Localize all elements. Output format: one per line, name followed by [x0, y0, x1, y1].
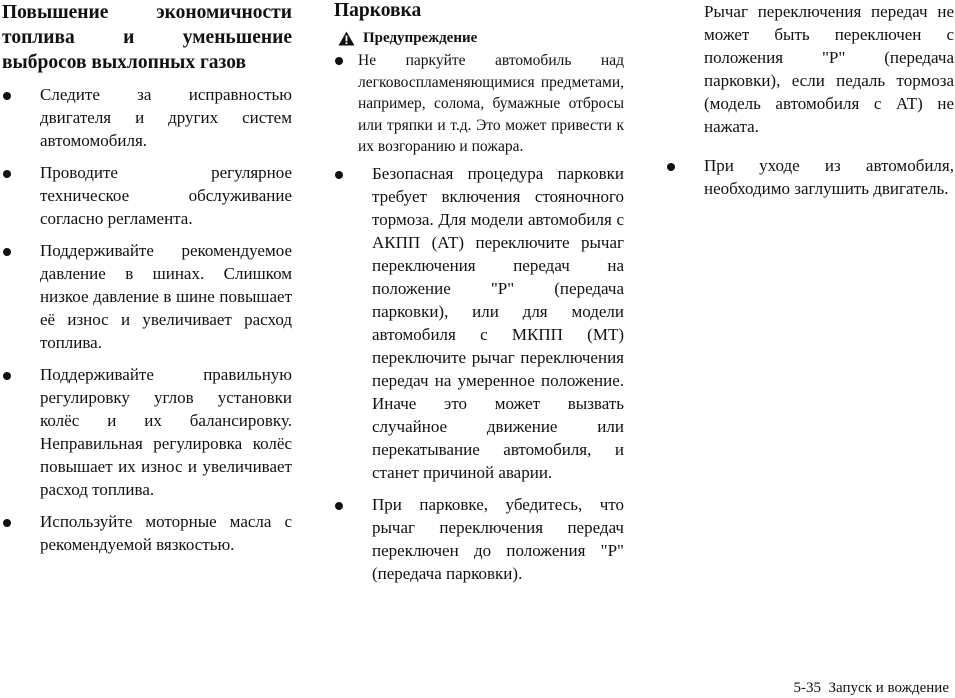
list-item	[2, 83, 292, 152]
list-item-text: Используйте моторные масла с рекомендуемой вязкостью.	[40, 512, 292, 554]
list-item-text: При уходе из автомобиля, необходимо заглушить двигатель.	[704, 156, 954, 198]
warning-header	[338, 29, 624, 47]
footer-section-title: Запуск и вождение	[828, 680, 949, 696]
list-item-text: Следите за исправностью двигателя и других систем автомомобиля.	[40, 85, 292, 150]
column-parking	[334, 0, 624, 594]
warning-icon	[338, 31, 355, 46]
list-item	[334, 493, 624, 585]
bullet-icon	[335, 502, 343, 510]
list-item-text: Поддерживайте рекомендуемое давление в шинах. Слишком низкое давление в шине повышает её износ и увеличивает расход топлива.	[40, 241, 292, 352]
list-item	[2, 510, 292, 556]
bullet-icon	[335, 57, 343, 65]
page-footer	[794, 680, 949, 696]
section-title-parking: Парковка	[334, 0, 422, 21]
list-item-text: Безопасная процедура парковки требует включения стояночного тормоза. Для модели автомобиля с АКПП (АТ) переключите рычаг переключения передач на положение "Р" (передача парковки), или для модели автомобиля с МКПП (МТ) переключите рычаг переключения передач на умеренное положение. Иначе это может вызвать случайное движение или перекатывание автомобиля, и станет причиной аварии.	[372, 163, 624, 482]
bullet-icon	[3, 248, 11, 256]
bullet-icon	[335, 171, 343, 179]
list-item	[2, 161, 292, 230]
economy-tips-list	[2, 83, 292, 556]
section-heading-fuel-economy: Повышение экономичности топлива и уменьшение выбросов выхлопных газов	[2, 2, 292, 73]
list-item-text: Не паркуйте автомобиль над легковоспламеняющимися предметами, например, солома, бумажные отбросы или тряпки и т.д. Это может привести к их возгоранию и пожара.	[358, 52, 624, 155]
paragraph-continuation: Рычаг переключения передач не может быть переключен с положения "Р" (передача парковки), если педаль тормоза (модель автомобиля с АТ) не нажата.	[704, 2, 954, 136]
bullet-icon	[3, 519, 11, 527]
list-item	[334, 162, 624, 484]
page-number: 5-35	[793, 680, 822, 696]
list-item	[666, 154, 954, 200]
parking-tips-list	[666, 154, 954, 200]
bullet-icon	[3, 92, 11, 100]
list-item	[2, 363, 292, 501]
list-item-text: Поддерживайте правильную регулировку углов установки колёс и их балансировку. Неправильная регулировка колёс повышает их износ и увеличивает расход топлива.	[40, 365, 292, 499]
column-economy	[2, 0, 292, 565]
column-parking-continued	[666, 0, 954, 209]
list-item	[2, 239, 292, 354]
bullet-icon	[667, 163, 675, 171]
list-item-text: При парковке, убедитесь, что рычаг переключения передач переключен до положения "Р" (передача парковки).	[372, 494, 624, 583]
bullet-icon	[3, 372, 11, 380]
list-item	[334, 50, 624, 158]
list-item-text: Проводите регулярное техническое обслуживание согласно регламента.	[40, 163, 292, 228]
warning-label: Предупреждение	[363, 30, 478, 46]
bullet-icon	[3, 170, 11, 178]
parking-warning-list	[334, 50, 624, 585]
